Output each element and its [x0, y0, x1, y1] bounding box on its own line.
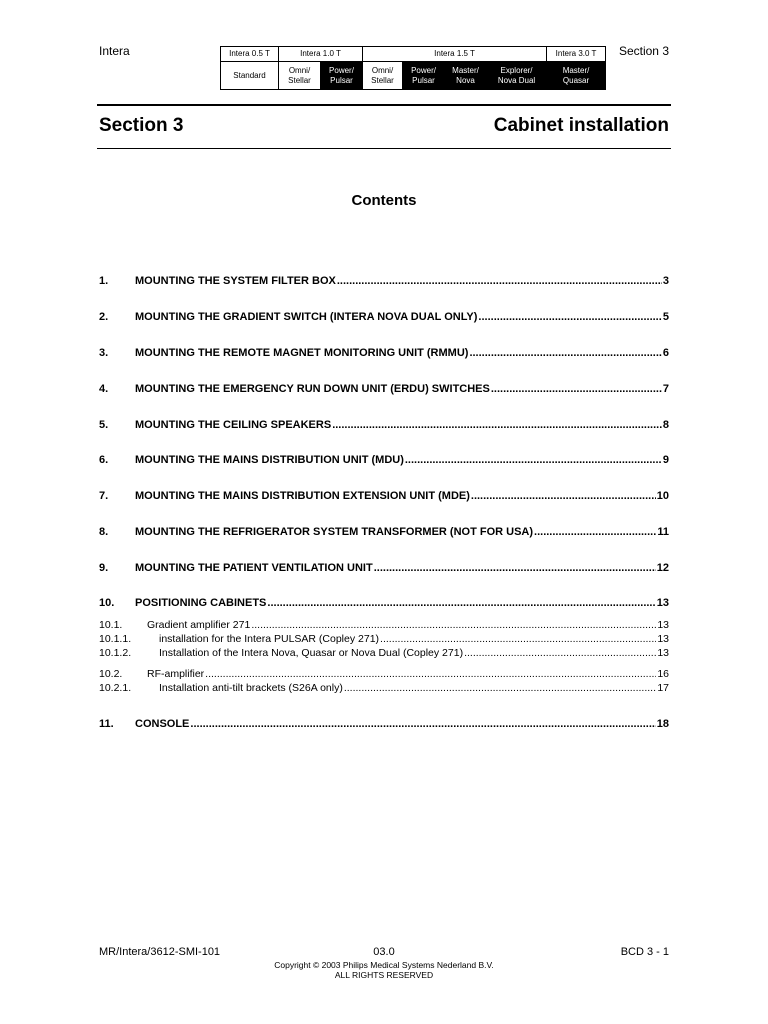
- toc-entry-page: 18: [656, 718, 669, 730]
- toc-entry-number: 5.: [99, 419, 109, 431]
- toc-entry[interactable]: [99, 597, 669, 611]
- toc-entry-page: 13: [657, 633, 669, 645]
- toc-entry-page: 13: [657, 647, 669, 659]
- toc-entry[interactable]: [99, 562, 669, 576]
- toc-entry-number: 9.: [99, 562, 109, 574]
- toc-entry-number: 10.2.1.: [99, 682, 132, 694]
- toc-entry-number: 8.: [99, 526, 109, 538]
- toc-entry-title: MOUNTING THE SYSTEM FILTER BOX: [135, 275, 336, 287]
- toc-entry[interactable]: [99, 682, 669, 696]
- toc-entry-page: 12: [656, 562, 669, 574]
- toc-entry-title: MOUNTING THE CEILING SPEAKERS: [135, 419, 332, 431]
- toc-entry-title: Installation of the Intera Nova, Quasar or Nova Dual (Copley 271): [159, 647, 464, 659]
- toc-dot-leader: [469, 347, 661, 359]
- model-cell-highlighted: Power/ Pulsar: [403, 62, 445, 90]
- toc-entry-number: 2.: [99, 311, 109, 323]
- toc-entry-title: POSITIONING CABINETS: [135, 597, 267, 609]
- toc-entry[interactable]: [99, 718, 669, 732]
- footer-document-id: MR/Intera/3612-SMI-101: [99, 946, 221, 958]
- toc-entry[interactable]: [99, 347, 669, 361]
- toc-entry-page: 13: [657, 619, 669, 631]
- toc-entry-number: 7.: [99, 490, 109, 502]
- toc-entry-number: 10.: [99, 597, 115, 609]
- toc-entry[interactable]: [99, 383, 669, 397]
- toc-entry[interactable]: [99, 633, 669, 647]
- toc-entry-title: MOUNTING THE EMERGENCY RUN DOWN UNIT (ERDU) SWITCHES: [135, 383, 490, 395]
- footer-page-number: BCD 3 - 1: [620, 946, 669, 958]
- toc-dot-leader: [491, 383, 662, 395]
- model-header-3-0t: Intera 3.0 T: [547, 47, 606, 62]
- toc-entry-title: MOUNTING THE MAINS DISTRIBUTION EXTENSION UNIT (MDE): [135, 490, 470, 502]
- toc-entry[interactable]: [99, 647, 669, 661]
- toc-dot-leader: [344, 682, 656, 694]
- toc-entry[interactable]: [99, 526, 669, 540]
- top-rule: [97, 104, 671, 106]
- toc-entry-number: 1.: [99, 275, 109, 287]
- bottom-rule: [97, 148, 671, 149]
- toc-entry-number: 10.1.2.: [99, 647, 132, 659]
- model-cell: Omni/ Stellar: [279, 62, 321, 90]
- toc-entry-page: 17: [657, 682, 669, 694]
- toc-entry-title: installation for the Intera PULSAR (Copley 271): [159, 633, 380, 645]
- toc-entry-page: 9: [662, 454, 669, 466]
- toc-entry-page: 7: [662, 383, 669, 395]
- toc-entry-page: 13: [656, 597, 669, 609]
- toc-dot-leader: [190, 718, 655, 730]
- toc-dot-leader: [267, 597, 655, 609]
- toc-entry-title: Installation anti-tilt brackets (S26A only): [159, 682, 343, 694]
- toc-entry-number: 11.: [99, 718, 114, 730]
- toc-entry-number: 6.: [99, 454, 109, 466]
- footer-copyright: Copyright © 2003 Philips Medical Systems Nederland B.V. ALL RIGHTS RESERVED: [274, 960, 494, 980]
- toc-entry-title: MOUNTING THE GRADIENT SWITCH (INTERA NOVA DUAL ONLY): [135, 311, 478, 323]
- model-header-1-5t: Intera 1.5 T: [363, 47, 547, 62]
- toc-entry-page: 16: [657, 668, 669, 680]
- toc-dot-leader: [374, 562, 656, 574]
- toc-entry-number: 4.: [99, 383, 109, 395]
- toc-entry-page: 5: [662, 311, 669, 323]
- toc-dot-leader: [471, 490, 656, 502]
- toc-entry-number: 10.1.1.: [99, 633, 132, 645]
- toc-entry[interactable]: [99, 619, 669, 633]
- model-cell-highlighted: Master/ Nova: [445, 62, 487, 90]
- toc-entry-number: 3.: [99, 347, 109, 359]
- model-cell: Omni/ Stellar: [363, 62, 403, 90]
- model-cell-highlighted: Explorer/ Nova Dual: [487, 62, 547, 90]
- model-cell: Standard: [221, 62, 279, 90]
- toc-entry-page: 3: [662, 275, 669, 287]
- toc-dot-leader: [337, 275, 662, 287]
- toc-entry-title: MOUNTING THE REMOTE MAGNET MONITORING UNIT (RMMU): [135, 347, 469, 359]
- contents-heading: Contents: [351, 192, 417, 209]
- toc-entry-page: 10: [656, 490, 669, 502]
- footer-version: 03.0: [373, 946, 395, 958]
- toc-entry-title: CONSOLE: [135, 718, 190, 730]
- toc-entry-number: 10.1.: [99, 619, 123, 631]
- toc-entry[interactable]: [99, 275, 669, 289]
- model-cell-highlighted: Power/ Pulsar: [321, 62, 363, 90]
- toc-entry-title: MOUNTING THE PATIENT VENTILATION UNIT: [135, 562, 373, 574]
- toc-entry-number: 10.2.: [99, 668, 123, 680]
- toc-dot-leader: [380, 633, 656, 645]
- model-cell-highlighted: Master/ Quasar: [547, 62, 606, 90]
- toc-entry-page: 6: [662, 347, 669, 359]
- toc-dot-leader: [405, 454, 662, 466]
- section-title: Cabinet installation: [493, 115, 669, 136]
- toc-dot-leader: [464, 647, 656, 659]
- toc-entry[interactable]: [99, 668, 669, 682]
- header-section: Section 3: [618, 44, 669, 58]
- toc-entry-title: RF-amplifier: [147, 668, 205, 680]
- model-header-0-5t: Intera 0.5 T: [221, 47, 279, 62]
- toc-entry[interactable]: [99, 311, 669, 325]
- toc-dot-leader: [534, 526, 656, 538]
- toc-dot-leader: [478, 311, 661, 323]
- section-number: Section 3: [99, 115, 184, 136]
- toc-dot-leader: [332, 419, 662, 431]
- model-header-1-0t: Intera 1.0 T: [279, 47, 363, 62]
- toc-entry-page: 8: [662, 419, 669, 431]
- toc-entry[interactable]: [99, 490, 669, 504]
- toc-entry-title: MOUNTING THE MAINS DISTRIBUTION UNIT (MDU): [135, 454, 404, 466]
- toc-entry[interactable]: [99, 454, 669, 468]
- model-applicability-table: [220, 46, 606, 90]
- toc-dot-leader: [205, 668, 656, 680]
- toc-entry-title: MOUNTING THE REFRIGERATOR SYSTEM TRANSFORMER (NOT FOR USA): [135, 526, 534, 538]
- toc-entry-title: Gradient amplifier 271: [147, 619, 251, 631]
- header-product: Intera: [99, 44, 130, 58]
- toc-entry[interactable]: [99, 419, 669, 433]
- toc-dot-leader: [251, 619, 656, 631]
- toc-entry-page: 11: [657, 526, 669, 538]
